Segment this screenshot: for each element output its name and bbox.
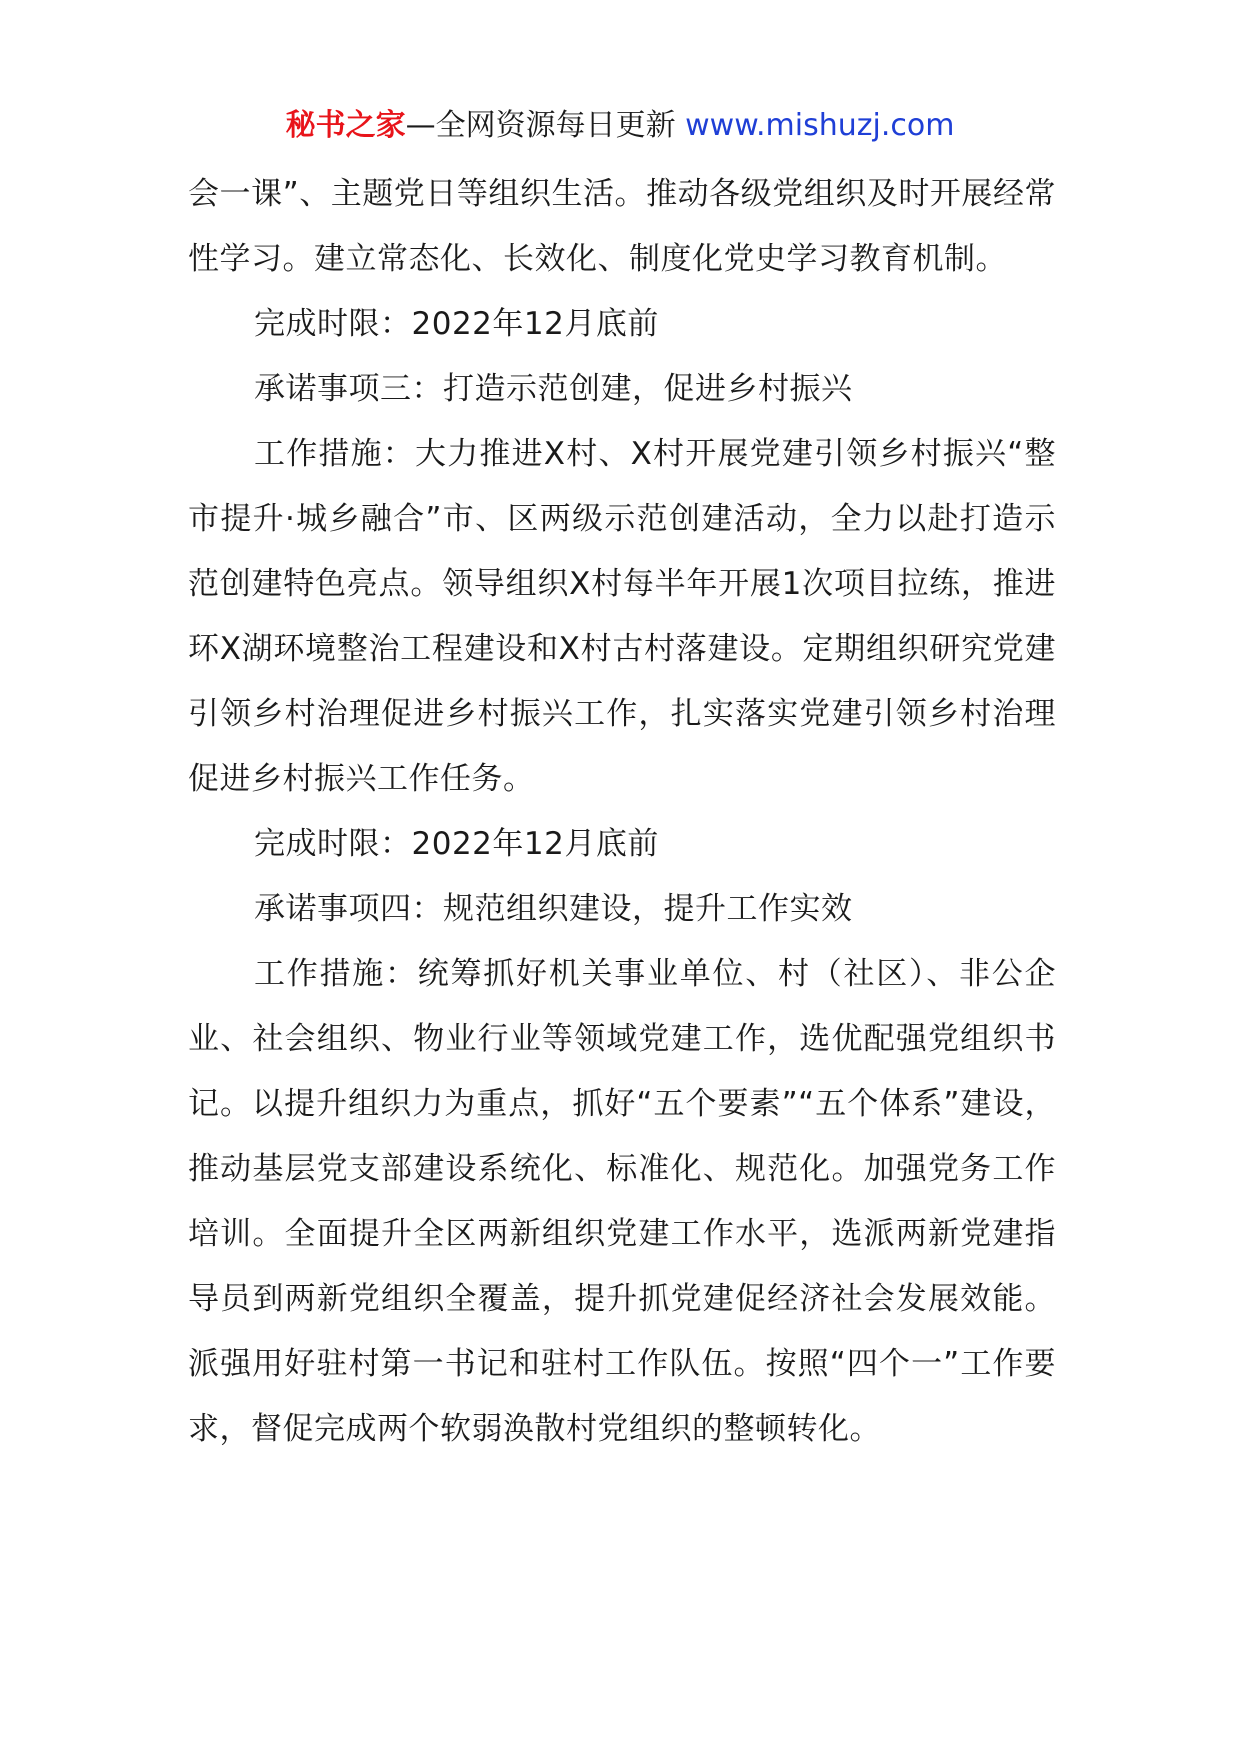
paragraph-commitment-4-title: 承诺事项四：规范组织建设，提升工作实效: [254, 891, 853, 927]
paragraph-deadline-1: 完成时限：2022年12月底前: [254, 306, 659, 342]
header-brand: 秘书之家: [285, 108, 406, 143]
header-slogan: —全网资源每日更新: [405, 108, 686, 143]
document-body: [188, 162, 1056, 1462]
page-header: [0, 104, 1240, 148]
paragraph-commitment-3-measures: 工作措施：大力推进X村、X村开展党建引领乡村振兴“整市提升·城乡融合”市、区两级示范创建活动，全力以赴打造示范创建特色亮点。领导组织X村每半年开展1次项目拉练，推进环X湖环境整治工程建设和X村古村落建设。定期组织研究党建引领乡村治理促进乡村振兴工作，扎实落实党建引领乡村治理促进乡村振兴工作任务。: [188, 436, 1056, 797]
paragraph-deadline-2: 完成时限：2022年12月底前: [254, 826, 659, 862]
paragraph-commitment-4-measures: 工作措施：统筹抓好机关事业单位、村（社区）、非公企业、社会组织、物业行业等领域党建工作，选优配强党组织书记。以提升组织力为重点，抓好“五个要素”“五个体系”建设，推动基层党支部建设系统化、标准化、规范化。加强党务工作培训。全面提升全区两新组织党建工作水平，选派两新党建指导员到两新党组织全覆盖，提升抓党建促经济社会发展效能。派强用好驻村第一书记和驻村工作队伍。按照“四个一”工作要求，督促完成两个软弱涣散村党组织的整顿转化。: [188, 956, 1056, 1447]
paragraph-continuation: 会一课”、主题党日等组织生活。推动各级党组织及时开展经常性学习。建立常态化、长效化、制度化党史学习教育机制。: [188, 176, 1056, 277]
header-url-link[interactable]: www.mishuzj.com: [685, 108, 955, 143]
paragraph-commitment-3-title: 承诺事项三：打造示范创建，促进乡村振兴: [254, 371, 853, 407]
